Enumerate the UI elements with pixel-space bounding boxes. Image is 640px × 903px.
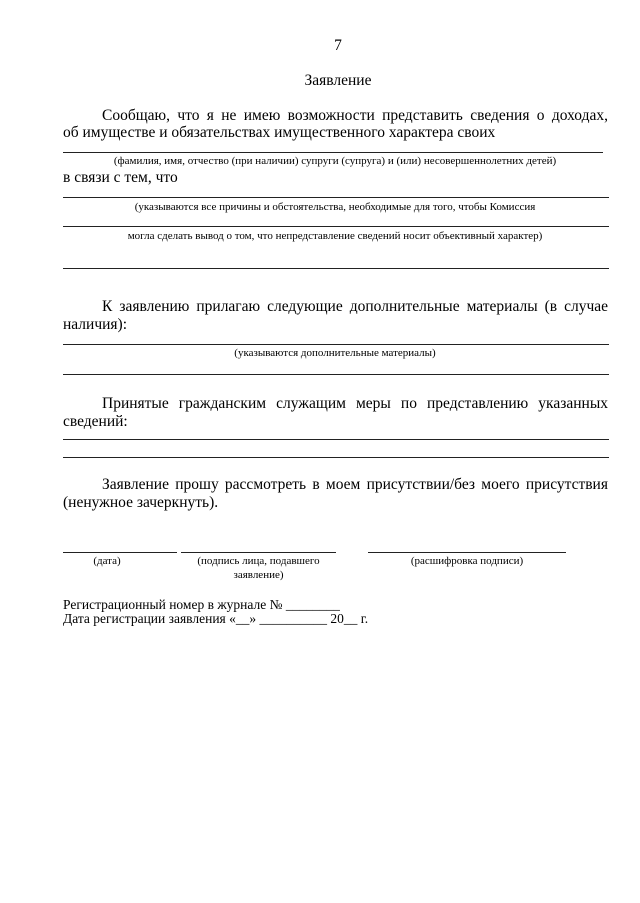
page-number: 7 xyxy=(334,37,342,54)
measures-line-2: сведений: xyxy=(63,413,128,430)
fill-line-attachments-2[interactable] xyxy=(63,374,609,375)
fill-line-spouse[interactable] xyxy=(63,152,603,153)
signature-line[interactable] xyxy=(181,552,336,553)
decoding-caption: (расшифровка подписи) xyxy=(410,555,524,567)
caption-objective: могла сделать вывод о том, что непредставление сведений носит объективный характер) xyxy=(127,230,543,242)
registration-number: Регистрационный номер в журнале № ________ xyxy=(63,597,340,612)
attachments-line-1: К заявлению прилагаю следующие дополнительные материалы (в случае xyxy=(102,298,608,315)
fill-line-measures-1[interactable] xyxy=(63,439,609,440)
caption-reasons: (указываются все причины и обстоятельства, необходимые для того, чтобы Комиссия xyxy=(134,201,536,213)
document-title: Заявление xyxy=(304,72,372,89)
decoding-line[interactable] xyxy=(368,552,566,553)
fill-line-reason-2[interactable] xyxy=(63,226,609,227)
statement-line-1: Сообщаю, что я не имею возможности представить сведения о доходах, xyxy=(102,107,608,124)
registration-date: Дата регистрации заявления «__» __________ 20__ г. xyxy=(63,611,369,626)
attachments-line-2: наличия): xyxy=(63,316,128,333)
reason-intro: в связи с тем, что xyxy=(63,169,178,186)
presence-line-1: Заявление прошу рассмотреть в моем присутствии/без моего присутствия xyxy=(102,476,608,493)
fill-line-attachments-1[interactable] xyxy=(63,344,609,345)
date-line[interactable] xyxy=(63,552,177,553)
signature-caption-2: заявление) xyxy=(233,569,284,581)
caption-attachments: (указываются дополнительные материалы) xyxy=(234,347,436,359)
signature-caption: (подпись лица, подавшего xyxy=(197,555,320,567)
measures-line-1: Принятые гражданским служащим меры по представлению указанных xyxy=(102,395,608,412)
fill-line-reason-1[interactable] xyxy=(63,197,609,198)
date-caption: (дата) xyxy=(93,555,121,567)
caption-spouse-name: (фамилия, имя, отчество (при наличии) супруги (супруга) и (или) несовершеннолетних детей) xyxy=(113,155,557,167)
presence-line-2: (ненужное зачеркнуть). xyxy=(63,494,219,511)
fill-line-measures-2[interactable] xyxy=(63,457,609,458)
statement-line-2: об имуществе и обязательствах имущественного характера своих xyxy=(63,124,496,141)
fill-line-reason-3[interactable] xyxy=(63,268,609,269)
